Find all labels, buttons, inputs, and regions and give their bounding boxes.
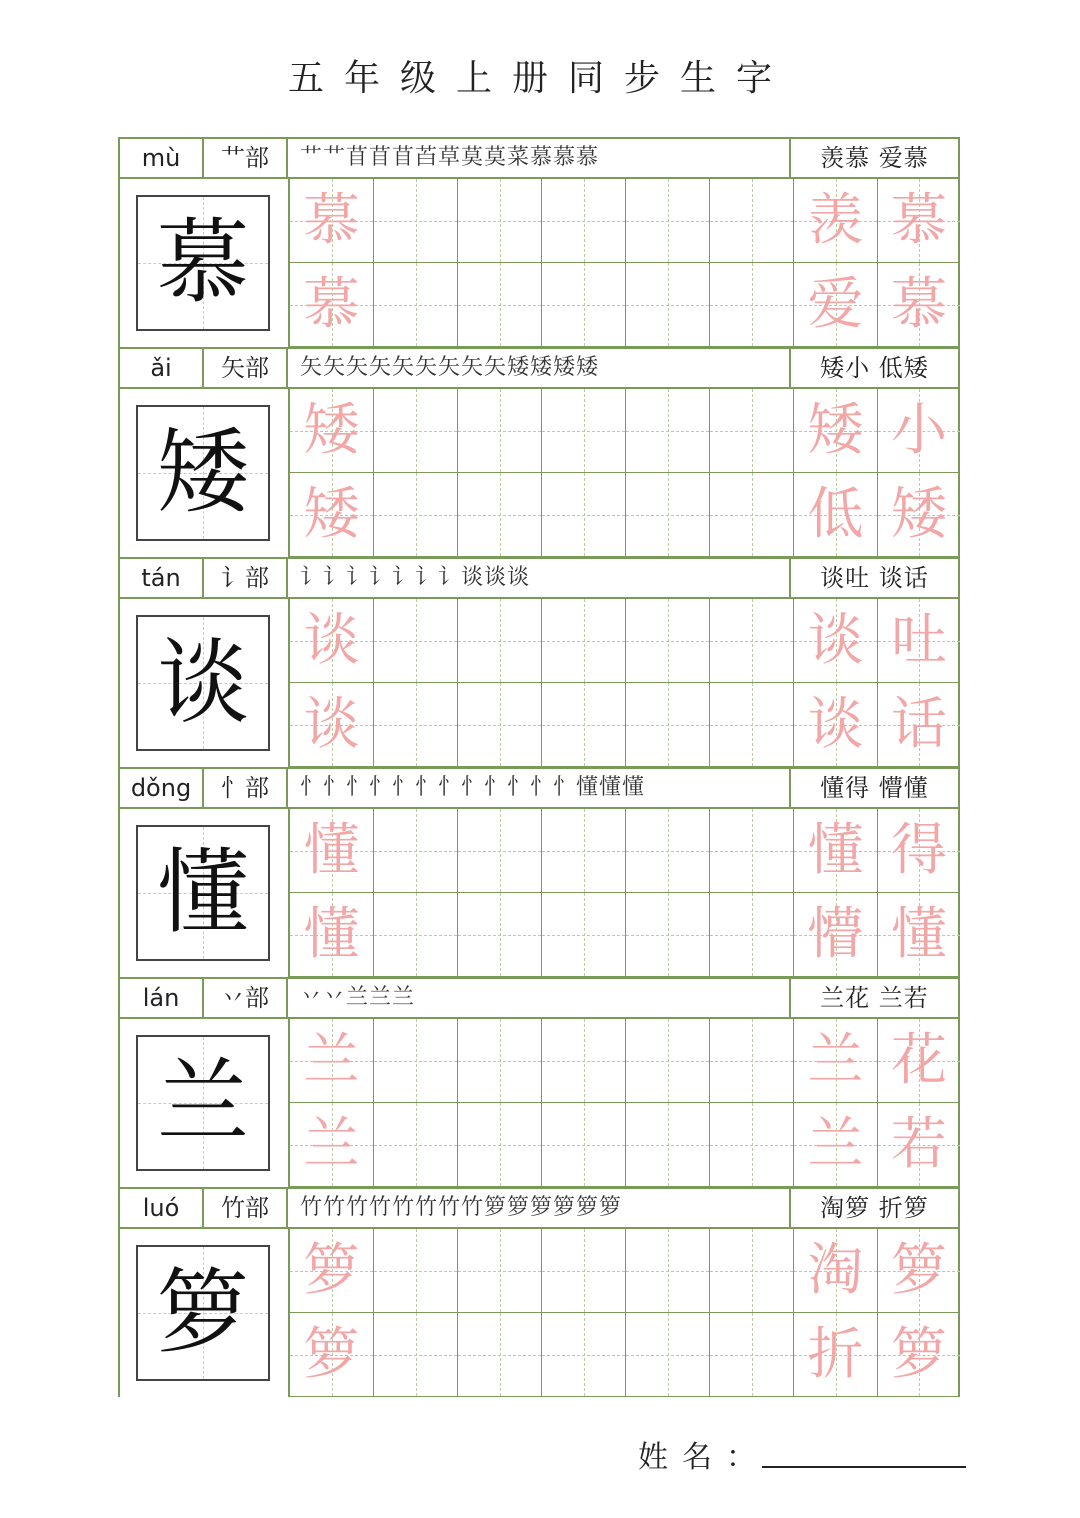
- trace-character: 淘: [807, 1238, 864, 1303]
- block-header: [118, 767, 960, 809]
- grid-cell[interactable]: [542, 179, 626, 263]
- practice-area: [118, 809, 960, 977]
- trace-character: 慕: [891, 272, 947, 337]
- grid-cell[interactable]: [458, 599, 542, 683]
- pinyin: mù: [118, 139, 204, 177]
- grid-cell[interactable]: [626, 599, 710, 683]
- stroke-order: 忄忄忄忄忄忄忄忄忄忄忄忄懂懂懂: [288, 769, 791, 807]
- grid-cell[interactable]: [374, 1103, 458, 1187]
- writing-grid: [290, 1229, 960, 1397]
- grid-cell[interactable]: [290, 1229, 374, 1313]
- grid-cell[interactable]: [626, 263, 710, 347]
- grid-cell[interactable]: [626, 389, 710, 473]
- grid-cell[interactable]: [878, 389, 960, 473]
- trace-character: 矮: [891, 482, 947, 547]
- example-words: 谈吐 谈话: [791, 559, 960, 597]
- grid-cell[interactable]: [710, 179, 794, 263]
- trace-character: 兰: [303, 1112, 360, 1177]
- trace-character: 若: [891, 1112, 947, 1177]
- grid-cell[interactable]: [710, 263, 794, 347]
- radical: 讠部: [204, 559, 288, 597]
- grid-cell[interactable]: [458, 389, 542, 473]
- example-words: 矮小 低矮: [791, 349, 960, 387]
- grid-cell[interactable]: [794, 1313, 878, 1397]
- grid-cell[interactable]: [374, 1229, 458, 1313]
- block-header: [118, 347, 960, 389]
- grid-cell[interactable]: [542, 263, 626, 347]
- stroke-order: 矢矢矢矢矢矢矢矢矢矮矮矮矮: [288, 349, 791, 387]
- practice-area: [118, 1229, 960, 1397]
- example-words: 羡慕 爱慕: [791, 139, 960, 177]
- grid-cell[interactable]: [710, 1103, 794, 1187]
- grid-cell[interactable]: [710, 599, 794, 683]
- grid-cell[interactable]: [542, 1019, 626, 1103]
- trace-character: 箩: [303, 1238, 360, 1303]
- pinyin: luó: [118, 1189, 204, 1227]
- grid-cell[interactable]: [794, 179, 878, 263]
- writing-grid: [290, 179, 960, 347]
- grid-cell[interactable]: [542, 473, 626, 557]
- grid-cell[interactable]: [542, 389, 626, 473]
- pinyin: lán: [118, 979, 204, 1017]
- grid-cell[interactable]: [374, 809, 458, 893]
- trace-character: 箩: [891, 1322, 947, 1387]
- trace-character: 兰: [303, 1028, 360, 1093]
- model-character-box: [136, 825, 270, 961]
- grid-cell[interactable]: [290, 893, 374, 977]
- trace-character: 懵: [807, 902, 864, 967]
- trace-character: 得: [891, 818, 947, 883]
- grid-cell[interactable]: [458, 1103, 542, 1187]
- grid-cell[interactable]: [710, 1313, 794, 1397]
- grid-cell[interactable]: [542, 1103, 626, 1187]
- grid-cell[interactable]: [794, 473, 878, 557]
- grid-cell[interactable]: [458, 1229, 542, 1313]
- grid-cell[interactable]: [458, 473, 542, 557]
- grid-cell[interactable]: [878, 1229, 960, 1313]
- block-header: [118, 557, 960, 599]
- trace-character: 羡: [807, 188, 864, 253]
- pinyin: dǒng: [118, 769, 204, 807]
- example-words: 淘箩 折箩: [791, 1189, 960, 1227]
- trace-character: 爱: [807, 272, 864, 337]
- grid-cell[interactable]: [290, 179, 374, 263]
- practice-area: [118, 389, 960, 557]
- model-character-box: [136, 1035, 270, 1171]
- writing-grid: [290, 389, 960, 557]
- grid-cell[interactable]: [710, 1019, 794, 1103]
- trace-character: 兰: [807, 1028, 864, 1093]
- practice-area: [118, 179, 960, 347]
- grid-cell[interactable]: [374, 179, 458, 263]
- grid-cell[interactable]: [626, 179, 710, 263]
- writing-grid: [290, 599, 960, 767]
- grid-cell[interactable]: [458, 809, 542, 893]
- trace-character: 箩: [303, 1322, 360, 1387]
- stroke-order: 竹竹竹竹竹竹竹竹箩箩箩箩箩箩: [288, 1189, 791, 1227]
- grid-cell[interactable]: [794, 599, 878, 683]
- character-block: [118, 767, 960, 977]
- pinyin: ǎi: [118, 349, 204, 387]
- grid-cell[interactable]: [626, 1019, 710, 1103]
- trace-character: 谈: [807, 692, 864, 757]
- trace-character: 吐: [891, 608, 947, 673]
- grid-cell[interactable]: [374, 1019, 458, 1103]
- radical: 忄部: [204, 769, 288, 807]
- grid-cell[interactable]: [290, 809, 374, 893]
- practice-sheet: [118, 137, 960, 1397]
- model-character: 懂: [156, 839, 249, 946]
- trace-character: 兰: [807, 1112, 864, 1177]
- grid-cell[interactable]: [542, 809, 626, 893]
- grid-cell[interactable]: [374, 473, 458, 557]
- grid-cell[interactable]: [626, 683, 710, 767]
- trace-character: 慕: [303, 188, 360, 253]
- grid-cell[interactable]: [290, 683, 374, 767]
- grid-cell[interactable]: [626, 1229, 710, 1313]
- block-header: [118, 977, 960, 1019]
- grid-cell[interactable]: [290, 473, 374, 557]
- radical: 矢部: [204, 349, 288, 387]
- grid-cell[interactable]: [878, 599, 960, 683]
- stroke-order: 讠讠讠讠讠讠讠谈谈谈: [288, 559, 791, 597]
- grid-cell[interactable]: [878, 1019, 960, 1103]
- grid-cell[interactable]: [458, 1313, 542, 1397]
- grid-cell[interactable]: [878, 683, 960, 767]
- writing-grid: [290, 809, 960, 977]
- grid-cell[interactable]: [794, 1229, 878, 1313]
- grid-cell[interactable]: [290, 389, 374, 473]
- grid-cell[interactable]: [626, 1313, 710, 1397]
- writing-grid: [290, 1019, 960, 1187]
- trace-character: 矮: [807, 398, 864, 463]
- radical: 艹部: [204, 139, 288, 177]
- grid-cell[interactable]: [794, 1019, 878, 1103]
- model-character-box: [136, 1245, 270, 1381]
- trace-character: 懂: [891, 902, 947, 967]
- grid-cell[interactable]: [458, 263, 542, 347]
- model-character: 箩: [156, 1259, 249, 1366]
- grid-cell[interactable]: [374, 893, 458, 977]
- trace-character: 慕: [303, 272, 360, 337]
- grid-cell[interactable]: [374, 389, 458, 473]
- grid-cell[interactable]: [374, 263, 458, 347]
- trace-character: 懂: [303, 902, 360, 967]
- grid-cell[interactable]: [710, 893, 794, 977]
- pinyin: tán: [118, 559, 204, 597]
- grid-cell[interactable]: [290, 1313, 374, 1397]
- grid-cell[interactable]: [794, 1103, 878, 1187]
- trace-character: 小: [891, 398, 947, 463]
- name-field[interactable]: [762, 1466, 966, 1468]
- grid-cell[interactable]: [878, 1313, 960, 1397]
- stroke-order: 丷丷兰兰兰: [288, 979, 791, 1017]
- practice-area: [118, 599, 960, 767]
- model-character-box: [136, 405, 270, 541]
- character-block: [118, 1187, 960, 1397]
- block-header: [118, 1187, 960, 1229]
- example-words: 懂得 懵懂: [791, 769, 960, 807]
- stroke-order: 艹艹苜苜苜苩草莫莫菜慕慕慕: [288, 139, 791, 177]
- trace-character: 谈: [807, 608, 864, 673]
- trace-character: 谈: [303, 608, 360, 673]
- model-character: 谈: [156, 629, 249, 736]
- grid-cell[interactable]: [878, 809, 960, 893]
- grid-cell[interactable]: [794, 263, 878, 347]
- model-character-box: [136, 195, 270, 331]
- grid-cell[interactable]: [458, 683, 542, 767]
- trace-character: 折: [807, 1322, 864, 1387]
- grid-cell[interactable]: [290, 1019, 374, 1103]
- trace-character: 矮: [303, 398, 360, 463]
- grid-cell[interactable]: [626, 473, 710, 557]
- name-label: 姓名：: [638, 1440, 770, 1475]
- example-words: 兰花 兰若: [791, 979, 960, 1017]
- grid-cell[interactable]: [542, 1229, 626, 1313]
- trace-character: 箩: [891, 1238, 947, 1303]
- grid-cell[interactable]: [878, 263, 960, 347]
- block-header: [118, 137, 960, 179]
- grid-cell[interactable]: [878, 893, 960, 977]
- trace-character: 花: [891, 1028, 947, 1093]
- character-block: [118, 977, 960, 1187]
- practice-area: [118, 1019, 960, 1187]
- grid-cell[interactable]: [458, 893, 542, 977]
- grid-cell[interactable]: [290, 1103, 374, 1187]
- radical: 丷部: [204, 979, 288, 1017]
- grid-cell[interactable]: [542, 683, 626, 767]
- grid-cell[interactable]: [542, 893, 626, 977]
- grid-cell[interactable]: [710, 1229, 794, 1313]
- model-character: 慕: [156, 209, 249, 316]
- grid-cell[interactable]: [794, 389, 878, 473]
- grid-cell[interactable]: [710, 389, 794, 473]
- grid-cell[interactable]: [878, 1103, 960, 1187]
- page-title: 五年级上册同步生字: [287, 58, 792, 99]
- model-character-box: [136, 615, 270, 751]
- grid-cell[interactable]: [794, 683, 878, 767]
- trace-character: 谈: [303, 692, 360, 757]
- grid-cell[interactable]: [794, 809, 878, 893]
- grid-cell[interactable]: [710, 473, 794, 557]
- trace-character: 慕: [891, 188, 947, 253]
- grid-cell[interactable]: [458, 1019, 542, 1103]
- grid-cell[interactable]: [374, 599, 458, 683]
- grid-cell[interactable]: [626, 1103, 710, 1187]
- grid-cell[interactable]: [710, 809, 794, 893]
- model-character: 兰: [156, 1049, 249, 1156]
- grid-cell[interactable]: [878, 179, 960, 263]
- trace-character: 懂: [807, 818, 864, 883]
- grid-cell[interactable]: [626, 893, 710, 977]
- trace-character: 懂: [303, 818, 360, 883]
- grid-cell[interactable]: [374, 683, 458, 767]
- grid-cell[interactable]: [710, 683, 794, 767]
- grid-cell[interactable]: [290, 263, 374, 347]
- model-character: 矮: [156, 419, 249, 526]
- grid-cell[interactable]: [878, 473, 960, 557]
- grid-cell[interactable]: [542, 1313, 626, 1397]
- radical: 竹部: [204, 1189, 288, 1227]
- trace-character: 低: [807, 482, 864, 547]
- trace-character: 话: [891, 692, 947, 757]
- character-block: [118, 347, 960, 557]
- grid-cell[interactable]: [290, 599, 374, 683]
- grid-cell[interactable]: [542, 599, 626, 683]
- character-block: [118, 557, 960, 767]
- grid-cell[interactable]: [374, 1313, 458, 1397]
- grid-cell[interactable]: [626, 809, 710, 893]
- character-block: [118, 137, 960, 347]
- grid-cell[interactable]: [794, 893, 878, 977]
- grid-cell[interactable]: [458, 179, 542, 263]
- trace-character: 矮: [303, 482, 360, 547]
